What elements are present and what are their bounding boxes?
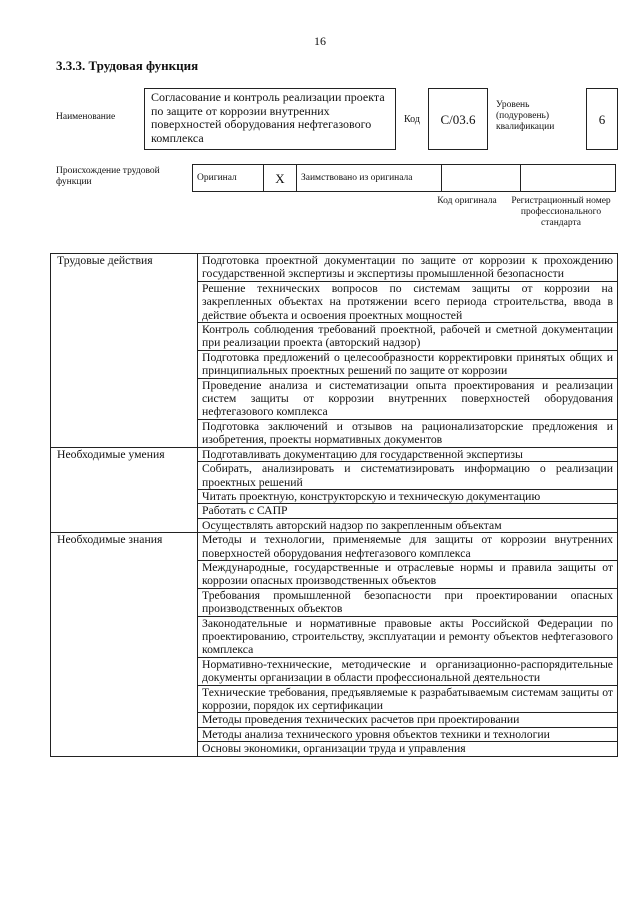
code-label: Код: [404, 114, 420, 125]
requirement-item: Методы анализа технического уровня объектов техники и технологии: [198, 727, 618, 741]
requirement-item: Решение технических вопросов по системам защиты от коррозии на закрепленных объектах на протяжении всего периода строительства, ввода в действие объекта и освоения проектных мощностей: [198, 281, 618, 322]
requirement-item: Работать с САПР: [198, 504, 618, 518]
function-code-box: C/03.6: [428, 88, 488, 150]
requirement-item: Методы проведения технических расчетов при проектировании: [198, 713, 618, 727]
table-row: [51, 447, 618, 461]
origin-label: Происхождение трудовой функции: [56, 166, 160, 187]
requirement-item: Подготавливать документацию для государственной экспертизы: [198, 447, 618, 461]
labor-function-table: [50, 253, 618, 757]
qualification-level-label: Уровень (подуровень) квалификации: [496, 100, 555, 132]
borrowed-label-cell: Заимствовано из оригинала: [297, 165, 442, 192]
requirement-item: Собирать, анализировать и систематизировать информацию о реализации проектных решений: [198, 462, 618, 490]
requirement-item: Технические требования, предъявляемые к разрабатываемым системам защиты от коррозии, порядок их сертификации: [198, 685, 618, 713]
requirement-item: Основы экономики, организации труда и управления: [198, 742, 618, 756]
requirement-item: Методы и технологии, применяемые для защиты от коррозии внутренних поверхностей оборудования нефтегазового комплекса: [198, 533, 618, 561]
requirement-item: Осуществлять авторский надзор по закрепленным объектам: [198, 518, 618, 532]
requirement-item: Требования промышленной безопасности при проектировании опасных производственных объектов: [198, 588, 618, 616]
table-row: [51, 533, 618, 561]
original-mark-cell: X: [264, 165, 297, 192]
original-label-cell: Оригинал: [193, 165, 264, 192]
requirement-item: Проведение анализа и систематизации опыта проектирования и реализации систем защиты от коррозии внутренних поверхностей оборудования нефтегазового комплекса: [198, 378, 618, 419]
requirement-item: Подготовка проектной документации по защите от коррозии к прохождению государственной экспертизы и экспертизы промышленной безопасности: [198, 254, 618, 282]
page-number: 16: [314, 34, 326, 48]
requirement-item: Международные, государственные и отраслевые нормы и правила защиты от коррозии опасных производственных объектов: [198, 560, 618, 588]
requirement-item: Контроль соблюдения требований проектной, рабочей и сметной документации при реализации проекта (авторский надзор): [198, 323, 618, 351]
table-row: [51, 254, 618, 282]
category-cell: Трудовые действия: [51, 254, 198, 448]
registration-number-cell: [521, 165, 616, 192]
original-code-caption: Код оригинала: [437, 196, 497, 206]
requirement-item: Подготовка предложений о целесообразности корректировки принятых общих и принципиальных проектных решений по защите от коррозии: [198, 350, 618, 378]
requirement-item: Читать проектную, конструкторскую и техническую документацию: [198, 489, 618, 503]
requirement-item: Подготовка заключений и отзывов на рационализаторские предложения и изобретения, проекты нормативных документов: [198, 419, 618, 447]
name-label: Наименование: [56, 112, 116, 122]
origin-table: [192, 164, 616, 192]
requirement-item: Нормативно-технические, методические и организационно-распорядительные документы организации в области профессиональной деятельности: [198, 657, 618, 685]
category-cell: Необходимые знания: [51, 533, 198, 757]
function-name-box: Согласование и контроль реализации проекта по защите от коррозии внутренних поверхностей оборудования нефтегазового комплекса: [144, 88, 396, 150]
registration-number-caption: Регистрационный номер профессионального стандарта: [511, 196, 611, 228]
qualification-level-box: 6: [586, 88, 618, 150]
requirement-item: Законодательные и нормативные правовые акты Российской Федерации по проектированию, строительству, эксплуатации и ремонту объектов нефтегазового комплекса: [198, 616, 618, 657]
original-code-cell: [442, 165, 521, 192]
category-cell: Необходимые умения: [51, 447, 198, 532]
section-title: 3.3.3. Трудовая функция: [56, 58, 199, 73]
